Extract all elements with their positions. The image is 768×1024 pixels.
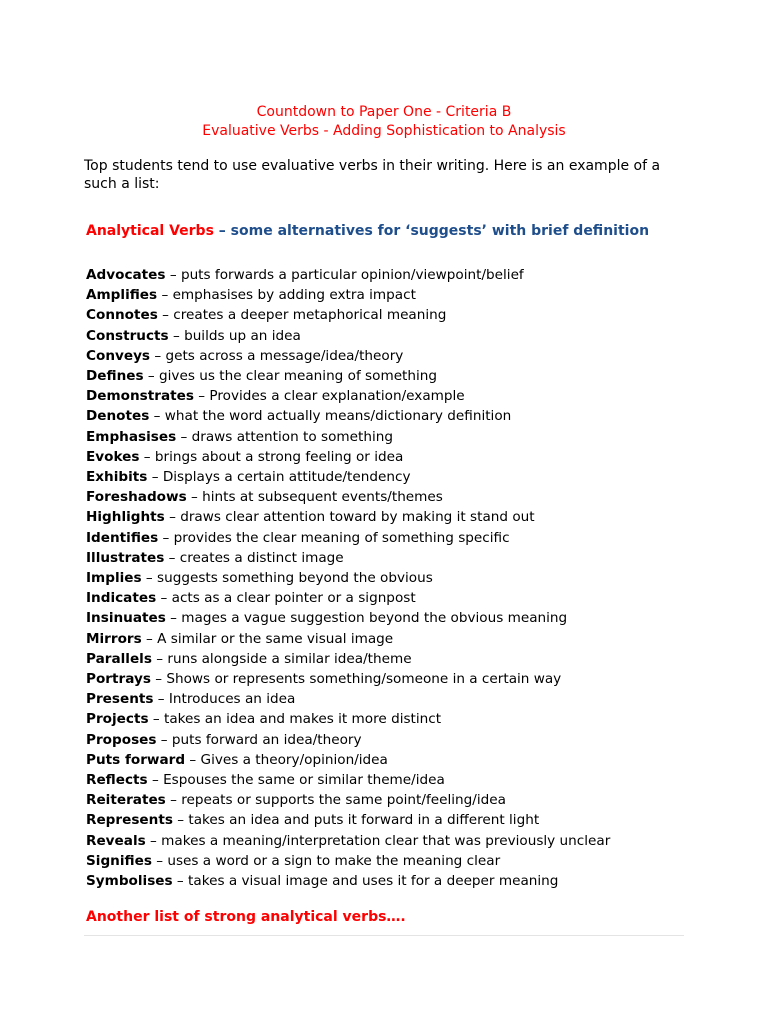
verb-item bbox=[86, 406, 706, 426]
verb-item bbox=[86, 851, 706, 871]
verb-term: Defines bbox=[86, 368, 144, 385]
verb-definition: – draws clear attention toward by making it stand out bbox=[164, 509, 535, 526]
verb-term: Conveys bbox=[86, 347, 151, 364]
section-heading-subtitle: – some alternatives for ‘suggests’ with brief definition bbox=[213, 223, 650, 239]
verb-definition: – takes an idea and puts it forward in a different light bbox=[172, 812, 540, 829]
verb-definition: – Introduces an idea bbox=[153, 691, 296, 708]
divider bbox=[84, 935, 684, 936]
verb-item bbox=[86, 305, 706, 325]
verb-item bbox=[86, 810, 706, 830]
verb-item bbox=[86, 487, 706, 507]
verb-item bbox=[86, 507, 706, 527]
verb-definition: – Espouses the same or similar theme/idea bbox=[147, 772, 445, 789]
verb-item bbox=[86, 548, 706, 568]
verb-definition: – gives us the clear meaning of something bbox=[143, 368, 438, 385]
verb-item bbox=[86, 871, 706, 891]
verb-definition: – acts as a clear pointer or a signpost bbox=[156, 590, 416, 607]
verb-definition: – takes a visual image and uses it for a deeper meaning bbox=[172, 873, 559, 890]
verb-definition: – draws attention to something bbox=[176, 428, 393, 445]
verb-term: Projects bbox=[86, 711, 149, 728]
verb-term: Highlights bbox=[86, 509, 165, 526]
verb-definition: – hints at subsequent events/themes bbox=[186, 489, 443, 506]
verb-term: Constructs bbox=[86, 327, 169, 344]
verb-term: Parallels bbox=[86, 650, 152, 667]
verb-term: Signifies bbox=[86, 852, 152, 869]
verb-term: Demonstrates bbox=[86, 388, 194, 405]
section-heading bbox=[86, 222, 706, 241]
verb-item bbox=[86, 326, 706, 346]
verb-item bbox=[86, 730, 706, 750]
verb-definition: – Provides a clear explanation/example bbox=[193, 388, 465, 405]
verb-term: Connotes bbox=[86, 307, 158, 324]
verb-definition: – puts forwards a particular opinion/viewpoint/belief bbox=[165, 267, 524, 283]
verb-definition: – Shows or represents something/someone in a certain way bbox=[150, 671, 562, 688]
title-line-1: Countdown to Paper One - Criteria B bbox=[256, 104, 512, 120]
title-line-2: Evaluative Verbs - Adding Sophistication to Analysis bbox=[202, 123, 566, 139]
verb-definition: – creates a deeper metaphorical meaning bbox=[157, 307, 447, 324]
verb-item bbox=[86, 366, 706, 386]
verb-item bbox=[86, 427, 706, 447]
verb-term: Portrays bbox=[86, 671, 151, 688]
verb-definition: – runs alongside a similar idea/theme bbox=[151, 650, 412, 667]
verb-item bbox=[86, 608, 706, 628]
verb-definition: – creates a distinct image bbox=[164, 549, 344, 566]
verb-item bbox=[86, 770, 706, 790]
verb-term: Illustrates bbox=[86, 549, 165, 566]
verb-definition: – gets across a message/idea/theory bbox=[150, 347, 404, 364]
verb-term: Insinuates bbox=[86, 610, 166, 627]
verb-item bbox=[86, 649, 706, 669]
verb-definition: – makes a meaning/interpretation clear that was previously unclear bbox=[145, 832, 611, 849]
verb-term: Exhibits bbox=[86, 469, 148, 486]
verb-item bbox=[86, 346, 706, 366]
verb-definition: – takes an idea and makes it more distinct bbox=[148, 711, 442, 728]
verb-term: Advocates bbox=[86, 267, 166, 283]
verb-term: Puts forward bbox=[86, 751, 186, 768]
verb-definition: – suggests something beyond the obvious bbox=[141, 570, 433, 587]
section-heading-title: Analytical Verbs bbox=[86, 223, 214, 239]
verb-list bbox=[86, 265, 706, 891]
verb-item bbox=[86, 790, 706, 810]
footer-heading: Another list of strong analytical verbs…. bbox=[86, 909, 406, 925]
verb-term: Emphasises bbox=[86, 428, 177, 445]
verb-term: Reveals bbox=[86, 832, 146, 849]
verb-term: Amplifies bbox=[86, 287, 158, 304]
verb-item bbox=[86, 447, 706, 467]
verb-item bbox=[86, 709, 706, 729]
verb-term: Identifies bbox=[86, 529, 159, 546]
verb-item bbox=[86, 285, 706, 305]
verb-definition: – what the word actually means/dictionary definition bbox=[149, 408, 512, 425]
verb-item bbox=[86, 750, 706, 770]
verb-term: Foreshadows bbox=[86, 489, 187, 506]
verb-item bbox=[86, 669, 706, 689]
verb-term: Evokes bbox=[86, 448, 140, 465]
verb-term: Indicates bbox=[86, 590, 157, 607]
verb-definition: – emphasises by adding extra impact bbox=[157, 287, 416, 304]
verb-term: Presents bbox=[86, 691, 154, 708]
verb-item bbox=[86, 831, 706, 851]
verb-item bbox=[86, 588, 706, 608]
verb-item bbox=[86, 467, 706, 487]
verb-definition: – repeats or supports the same point/feeling/idea bbox=[165, 792, 506, 809]
verb-definition: – Displays a certain attitude/tendency bbox=[147, 469, 411, 486]
verb-definition: – uses a word or a sign to make the meaning clear bbox=[151, 852, 501, 869]
verb-term: Denotes bbox=[86, 408, 150, 425]
verb-term: Reiterates bbox=[86, 792, 166, 809]
verb-definition: – Gives a theory/opinion/idea bbox=[185, 751, 388, 768]
document-title bbox=[0, 103, 768, 141]
verb-definition: – brings about a strong feeling or idea bbox=[139, 448, 404, 465]
verb-term: Reflects bbox=[86, 772, 148, 789]
verb-definition: – A similar or the same visual image bbox=[141, 630, 394, 647]
verb-term: Symbolises bbox=[86, 873, 173, 890]
intro-paragraph: Top students tend to use evaluative verbs in their writing. Here is an example of a such a list: bbox=[84, 158, 661, 192]
verb-item bbox=[86, 386, 706, 406]
verb-item bbox=[86, 689, 706, 709]
verb-term: Implies bbox=[86, 570, 142, 587]
verb-definition: – mages a vague suggestion beyond the obvious meaning bbox=[165, 610, 568, 627]
verb-term: Mirrors bbox=[86, 630, 142, 647]
verb-term: Represents bbox=[86, 812, 173, 829]
verb-item bbox=[86, 629, 706, 649]
verb-term: Proposes bbox=[86, 731, 157, 748]
verb-definition: – puts forward an idea/theory bbox=[156, 731, 362, 748]
verb-item bbox=[86, 568, 706, 588]
verb-item bbox=[86, 528, 706, 548]
verb-definition: – builds up an idea bbox=[168, 327, 301, 344]
verb-definition: – provides the clear meaning of something specific bbox=[158, 529, 510, 546]
verb-item bbox=[86, 265, 706, 285]
